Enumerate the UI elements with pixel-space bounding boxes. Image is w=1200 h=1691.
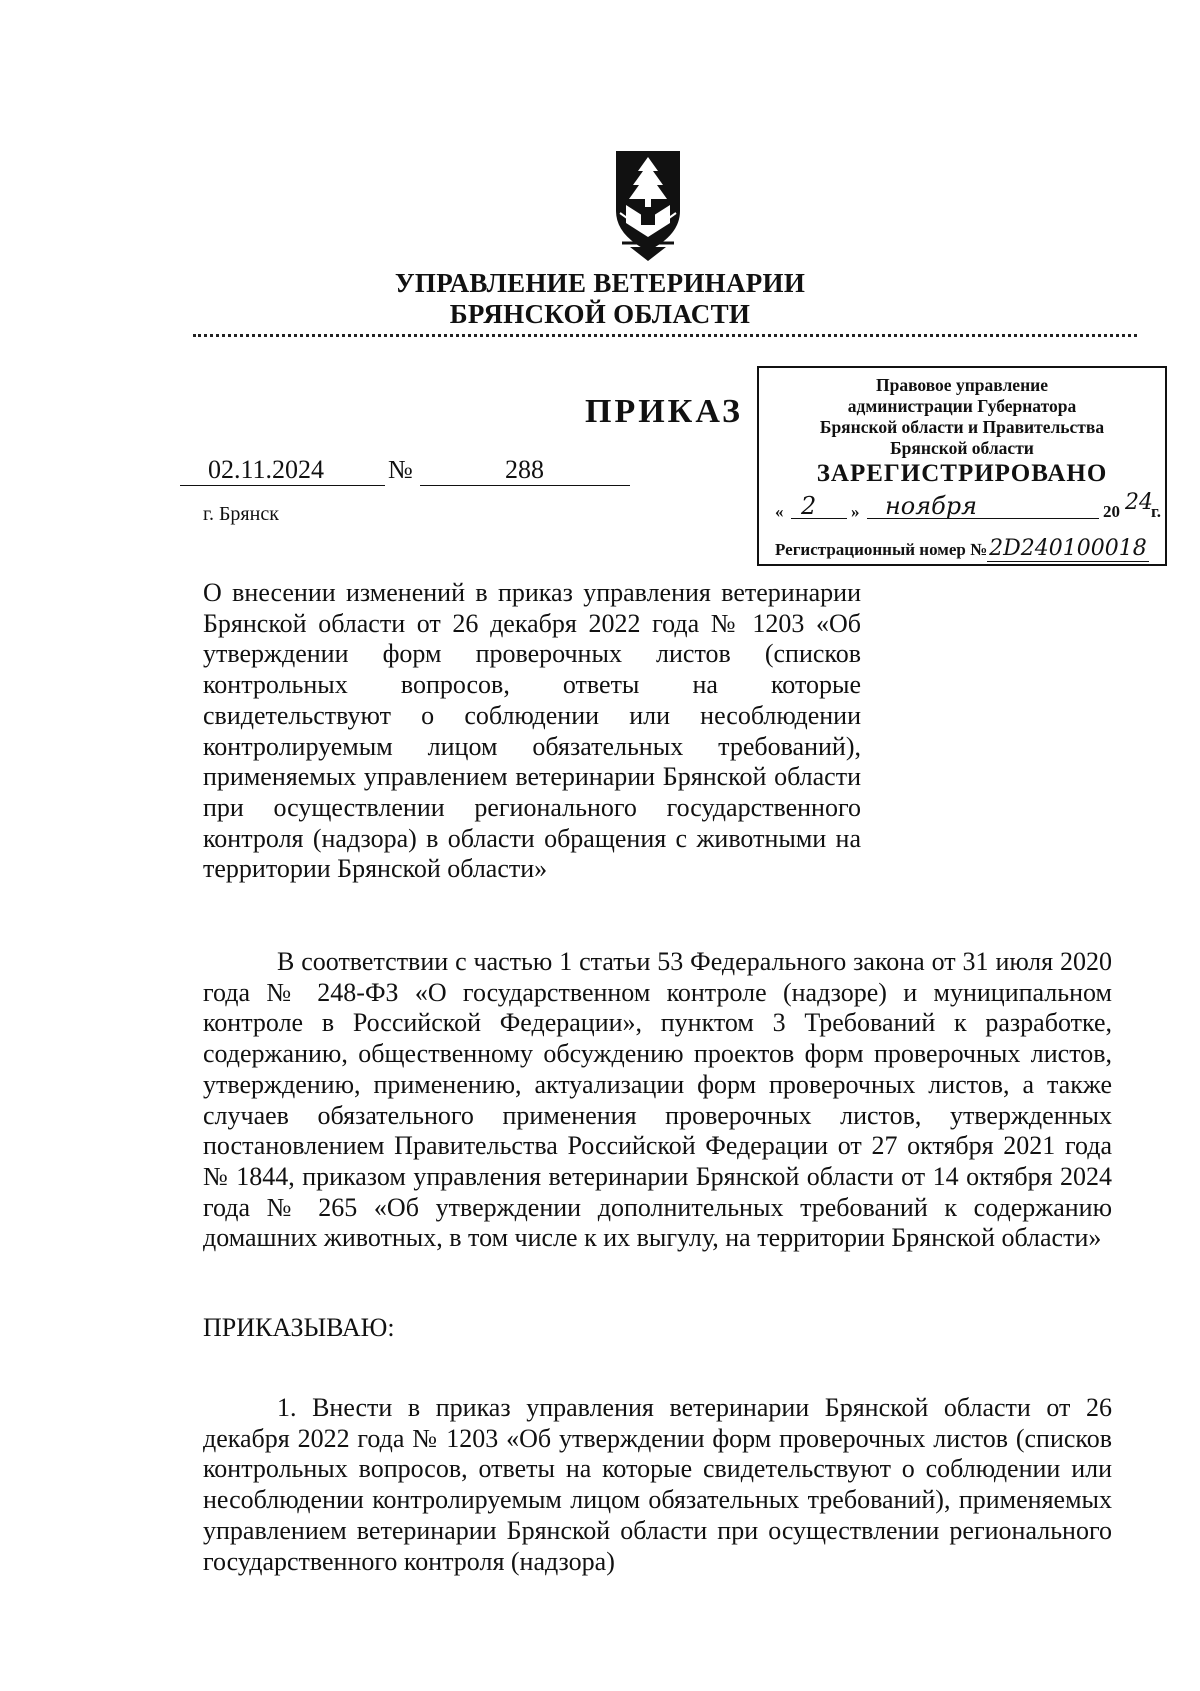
stamp-year-unit: г. [1151, 502, 1162, 521]
organization-name-line1: УПРАВЛЕНИЕ ВЕТЕРИНАРИИ [394, 268, 806, 298]
document-city: г. Брянск [203, 503, 279, 525]
stamp-reg-number-handwritten: 2D240100018 [989, 536, 1147, 561]
stamp-reg-label: Регистрационный номер № [775, 540, 988, 559]
item-1-paragraph: 1. Внести в приказ управления ветеринарии Брянской области от 26 декабря 2022 года № 1203 «Об утверждении форм проверочных листов (списков контрольных вопросов, ответы на которые свидетельствуют о соблюдении или несоблюдении контролируемым лицом обязательных требований), применяемых управлением ветеринарии Брянской области при осуществлении регионального государственного контроля (надзора) [203, 1393, 1112, 1576]
stamp-day-handwritten: 2 [801, 492, 817, 520]
stamp-line4: Брянской области [890, 438, 1034, 458]
document-type-title: ПРИКАЗ [585, 393, 743, 430]
header-divider [193, 334, 1137, 337]
stamp-registration-number [775, 536, 1149, 561]
number-underline [420, 485, 630, 486]
document-number: 288 [505, 455, 544, 484]
stamp-month-handwritten: ноября [885, 492, 978, 520]
stamp-year-handwritten: 24 [1125, 490, 1153, 515]
stamp-line3: Брянской области и Правительства [819, 417, 1105, 437]
date-underline [180, 485, 385, 486]
stamp-status: ЗАРЕГИСТРИРОВАНО [816, 460, 1108, 487]
coat-of-arms-icon [608, 143, 688, 265]
organization-name-line2: БРЯНСКОЙ ОБЛАСТИ [449, 299, 751, 329]
stamp-month-underline [867, 518, 1099, 519]
stamp-date [775, 490, 1162, 526]
preamble-paragraph: В соответствии с частью 1 статьи 53 Федерального закона от 31 июля 2020 года № 248-ФЗ «О государственном контроле (надзоре) и муниципальном контроле в Российской Федерации», пунктом 3 Требований к разработке, содержанию, общественному обсуждению проектов форм проверочных листов, утверждению, применению, актуализации форм проверочных листов, а также случаев обязательного применения проверочных листов, утвержденных постановлением Правительства Российской Федерации от 27 октября 2021 года № 1844, приказом управления ветеринарии Брянской области от 14 октября 2024 года № 265 «Об утверждении дополнительных требований к содержанию домашних животных, в том числе к их выгулу, на территории Брянской области» [203, 947, 1112, 1253]
stamp-line2: администрации Губернатора [847, 396, 1077, 416]
registration-stamp [757, 366, 1167, 566]
number-sign: № [388, 455, 413, 484]
stamp-line1: Правовое управление [875, 375, 1049, 395]
order-word: ПРИКАЗЫВАЮ: [203, 1313, 395, 1342]
document-date: 02.11.2024 [208, 455, 325, 484]
stamp-day-underline [791, 518, 847, 519]
stamp-year-prefix: 20 [1103, 502, 1120, 521]
stamp-close-quote: » [851, 502, 860, 521]
document-subject: О внесении изменений в приказ управления ветеринарии Брянской области от 26 декабря 2022 года № 1203 «Об утверждении форм проверочных листов (списков контрольных вопросов, ответы на которые свидетельствуют о соблюдении или несоблюдении контролируемым лицом обязательных требований), применяемых управлением ветеринарии Брянской области при осуществлении регионального государственного контроля (надзора) в области обращения с животными на территории Брянской области» [203, 578, 861, 884]
stamp-open-quote: « [775, 502, 784, 521]
